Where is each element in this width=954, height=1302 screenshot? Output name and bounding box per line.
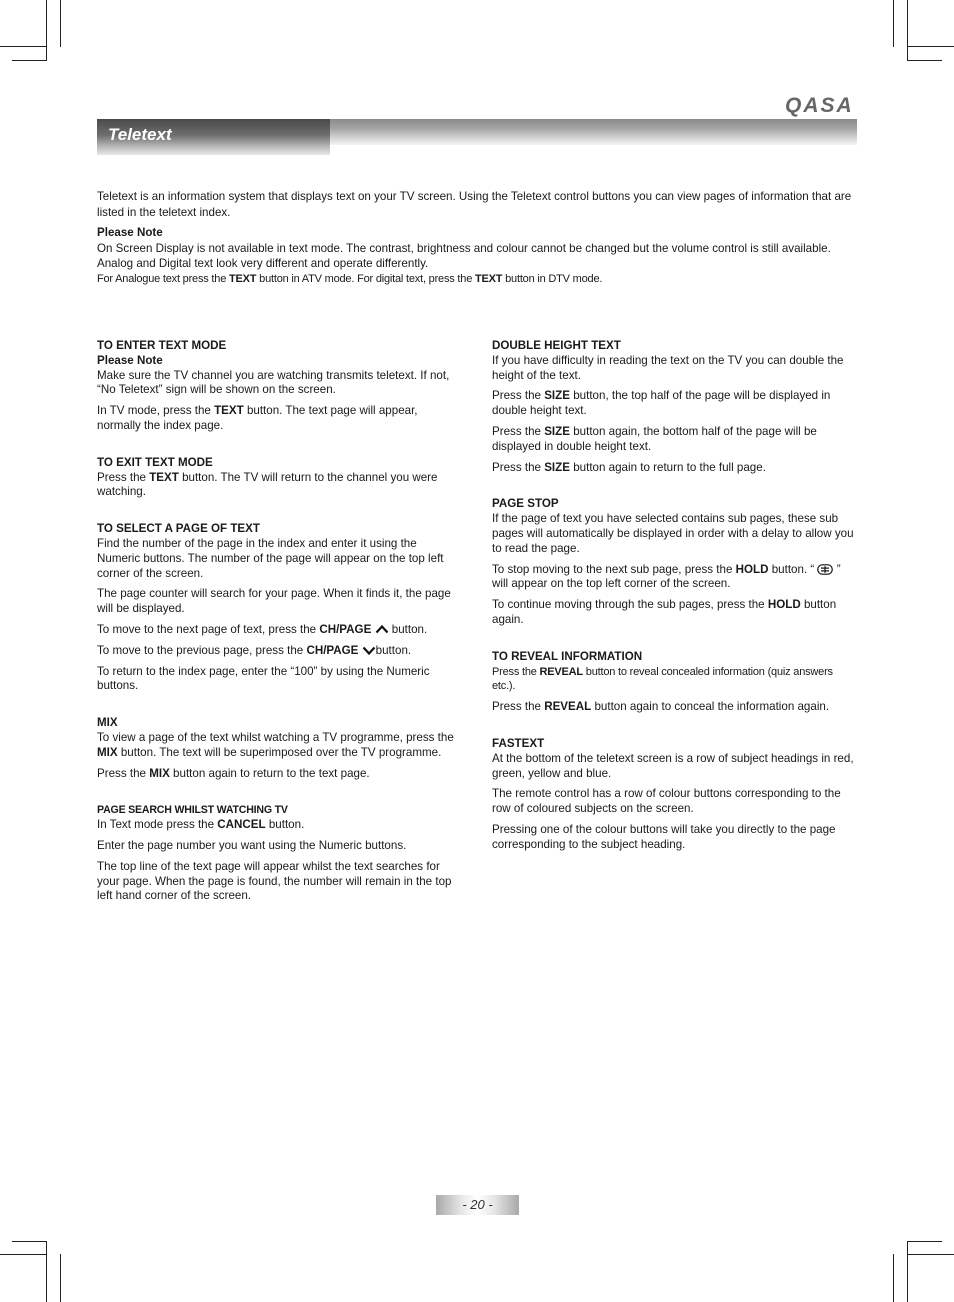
crop-mark	[907, 1254, 954, 1255]
paragraph: At the bottom of the teletext screen is a row of subject headings in red, green, yellow and blue.	[492, 751, 854, 780]
note-heading: Please Note	[97, 353, 163, 367]
section-exit-text	[97, 456, 463, 500]
page-title: Teletext	[108, 125, 172, 144]
right-column	[492, 339, 858, 875]
crop-mark	[60, 1254, 61, 1302]
paragraph: In TV mode, press the TEXT button. The text page will appear, normally the index page.	[97, 404, 418, 432]
section-heading: TO ENTER TEXT MODE	[97, 339, 227, 352]
header-rule	[330, 119, 857, 145]
crop-mark	[12, 60, 47, 61]
paragraph: In Text mode press the CANCEL button.	[97, 818, 305, 832]
section-reveal	[492, 650, 858, 715]
section-fastext	[492, 737, 858, 853]
intro-block	[97, 189, 857, 288]
paragraph: Enter the page number you want using the Numeric buttons.	[97, 838, 407, 852]
section-select-page	[97, 522, 463, 694]
paragraph: To stop moving to the next sub page, press the HOLD button. “ ” will appear on the top left corner of the screen.	[492, 562, 841, 591]
section-heading: TO REVEAL INFORMATION	[492, 649, 643, 663]
page-number-badge	[436, 1195, 519, 1215]
left-column	[97, 339, 463, 926]
note-text: For Analogue text press the TEXT button in ATV mode. For digital text, press the TEXT button in DTV mode.	[97, 272, 603, 285]
section-heading: TO SELECT A PAGE OF TEXT	[97, 522, 260, 536]
paragraph: To move to the previous page, press the CH/PAGE button.	[97, 643, 412, 657]
crop-mark	[907, 0, 908, 60]
paragraph: If you have difficulty in reading the text on the TV you can double the height of the text.	[492, 353, 844, 382]
section-header	[97, 119, 857, 155]
crop-mark	[907, 1241, 908, 1302]
crop-mark	[60, 0, 61, 47]
paragraph: To return to the index page, enter the “100” by using the Numeric buttons.	[97, 664, 430, 693]
header-title-block	[97, 119, 330, 155]
paragraph: To continue moving through the sub pages, press the HOLD button again.	[492, 598, 837, 626]
paragraph: Press the SIZE button again to return to the full page.	[492, 460, 766, 474]
paragraph: Make sure the TV channel you are watching transmits teletext. If not, “No Teletext” sign will be shown on the screen.	[97, 368, 450, 397]
section-mix	[97, 716, 463, 781]
crop-mark	[893, 1254, 894, 1302]
section-heading: PAGE SEARCH WHILST WATCHING TV	[97, 804, 288, 817]
paragraph: Find the number of the page in the index and enter it using the Numeric buttons. The number of the page will appear on the top left corner of the screen.	[97, 536, 444, 580]
intro-paragraph: Teletext is an information system that displays text on your TV screen. Using the Teletext control buttons you can view pages of information that are listed in the teletext index.	[97, 190, 852, 219]
chevron-up-icon	[375, 624, 389, 634]
page-number: - 20 -	[462, 1197, 493, 1212]
paragraph: Press the TEXT button. The TV will return to the channel you were watching.	[97, 470, 438, 499]
paragraph: To move to the next page of text, press the CH/PAGE button.	[97, 622, 428, 636]
crop-mark	[12, 1241, 47, 1242]
crop-mark	[46, 0, 47, 60]
section-double-height	[492, 339, 858, 475]
paragraph: The remote control has a row of colour buttons corresponding to the row of coloured subjects on the screen.	[492, 787, 841, 816]
crop-mark	[907, 1241, 942, 1242]
paragraph: Press the SIZE button, the top half of the page will be displayed in double height text.	[492, 389, 831, 418]
paragraph: Pressing one of the colour buttons will take you directly to the page corresponding to the subject heading.	[492, 822, 836, 851]
section-heading: MIX	[97, 716, 118, 730]
paragraph: The page counter will search for your page. When it finds it, the page will be displayed.	[97, 587, 451, 616]
paragraph: Press the MIX button again to return to the text page.	[97, 766, 370, 780]
paragraph: Press the SIZE button again, the bottom half of the page will be displayed in double height text.	[492, 424, 817, 453]
brand-logo: QASA	[785, 94, 854, 117]
chevron-down-icon	[362, 645, 376, 655]
hold-icon	[817, 564, 833, 575]
section-heading: TO EXIT TEXT MODE	[97, 455, 213, 469]
paragraph: The top line of the text page will appear whilst the text searches for your page. When the page is found, the number will remain in the top left hand corner of the screen.	[97, 859, 452, 903]
paragraph: If the page of text you have selected contains sub pages, these sub pages will automatically be displayed in order with a delay to allow you to read the page.	[492, 512, 854, 555]
crop-mark	[907, 60, 942, 61]
note-heading: Please Note	[97, 226, 163, 240]
paragraph: To view a page of the text whilst watching a TV programme, press the MIX button. The text will be superimposed over the TV programme.	[97, 730, 454, 759]
section-heading: DOUBLE HEIGHT TEXT	[492, 339, 621, 352]
section-heading: PAGE STOP	[492, 497, 559, 511]
section-enter-text	[97, 339, 463, 434]
note-text: Analog and Digital text look very different and operate differently.	[97, 257, 429, 271]
crop-mark	[893, 0, 894, 47]
section-heading: FASTEXT	[492, 736, 545, 750]
paragraph: Press the REVEAL button again to conceal the information again.	[492, 700, 830, 714]
crop-mark	[0, 1254, 47, 1255]
crop-mark	[907, 46, 954, 47]
note-text: On Screen Display is not available in text mode. The contrast, brightness and colour cannot be changed but the volume control is still available.	[97, 241, 831, 255]
section-page-stop	[492, 497, 858, 627]
crop-mark	[0, 46, 47, 47]
crop-mark	[46, 1241, 47, 1302]
paragraph: Press the REVEAL button to reveal concealed information (quiz answers etc.).	[492, 665, 833, 693]
section-page-search	[97, 803, 463, 904]
